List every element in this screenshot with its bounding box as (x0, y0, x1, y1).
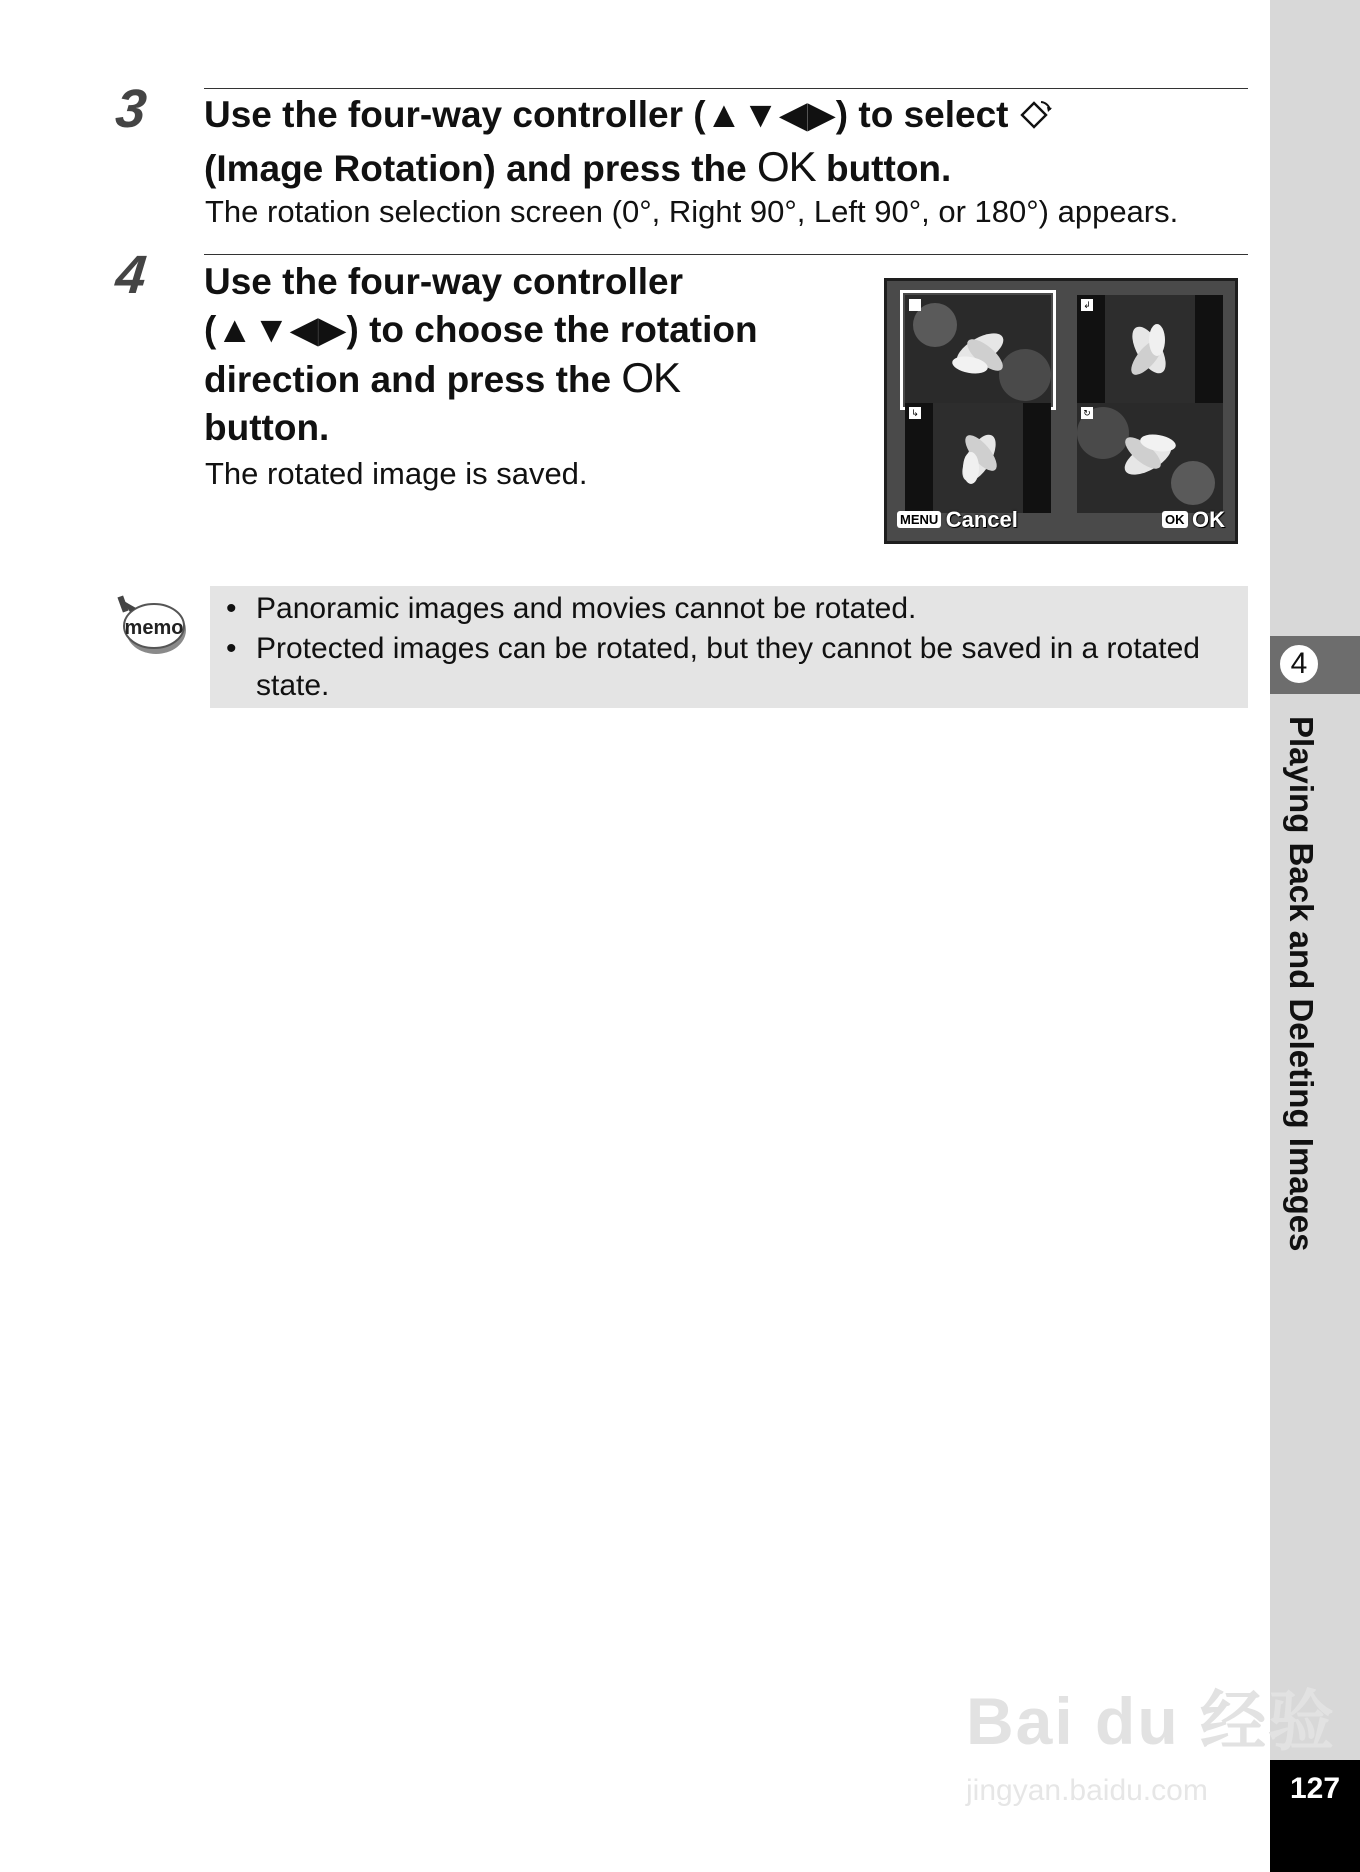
step-4-heading (204, 258, 854, 452)
rotation-badge (909, 299, 921, 311)
step-3-heading-text-3: button. (825, 148, 952, 189)
image-rotation-icon (1019, 95, 1053, 143)
rotation-left-icon: ↳ (909, 407, 921, 419)
step-3-number: 3 (112, 79, 150, 139)
ok-glyph: OK (621, 354, 681, 401)
step-3-body: The rotation selection screen (0°, Right 90°, Left 90°, or 180°) appears. (205, 194, 1179, 229)
step-3-heading (204, 91, 1254, 193)
menu-key: MENU (897, 511, 941, 528)
ok-glyph: OK (757, 143, 816, 190)
watermark-url: jingyan.baidu.com (966, 1774, 1208, 1807)
ok-key: OK (1162, 511, 1188, 528)
rotation-selection-screen (884, 278, 1238, 544)
cancel-label: Cancel (945, 507, 1018, 532)
memo-note: • Panoramic images and movies cannot be rotated. (226, 590, 1236, 627)
rotation-thumb-right-90[interactable] (1077, 295, 1223, 405)
step-4-heading-line-2: (▲▼◀▶) to choose the rotation (204, 309, 758, 350)
step-4-heading-line-4: button. (204, 407, 330, 448)
step-3-heading-text-2: (Image Rotation) and press the (204, 148, 747, 189)
step-3-heading-text-1: Use the four-way controller (▲▼◀▶) to select (204, 94, 1009, 135)
page-number: 127 (1289, 1772, 1341, 1805)
step-3-rule (204, 88, 1248, 89)
ok-label: OK (1192, 507, 1225, 532)
cancel-control[interactable] (897, 507, 1018, 533)
step-4-heading-line-1: Use the four-way controller (204, 261, 684, 302)
screen-button-bar (897, 507, 1225, 535)
step-4-body: The rotated image is saved. (205, 456, 588, 491)
chapter-title: Playing Back and Deleting Images (1283, 716, 1320, 1252)
rotation-thumb-left-90[interactable] (905, 403, 1051, 513)
rotation-180-icon: ↻ (1081, 407, 1093, 419)
rotation-thumb-180[interactable] (1077, 403, 1223, 513)
memo-note: • Protected images can be rotated, but they cannot be saved in a rotated state. (226, 630, 1236, 704)
chapter-number: 4 (1278, 643, 1320, 685)
step-4-heading-line-3: direction and press the (204, 359, 612, 400)
rotation-thumb-0[interactable] (905, 295, 1051, 405)
ok-control[interactable] (1162, 507, 1225, 533)
step-4-rule (204, 254, 1248, 255)
rotation-right-icon: ↲ (1081, 299, 1093, 311)
step-4-number: 4 (112, 245, 150, 305)
memo-list (226, 590, 1236, 707)
memo-icon (116, 594, 188, 658)
memo-icon-label: memo (124, 617, 184, 639)
watermark-logo: Bai du 经验 (966, 1684, 1337, 1758)
